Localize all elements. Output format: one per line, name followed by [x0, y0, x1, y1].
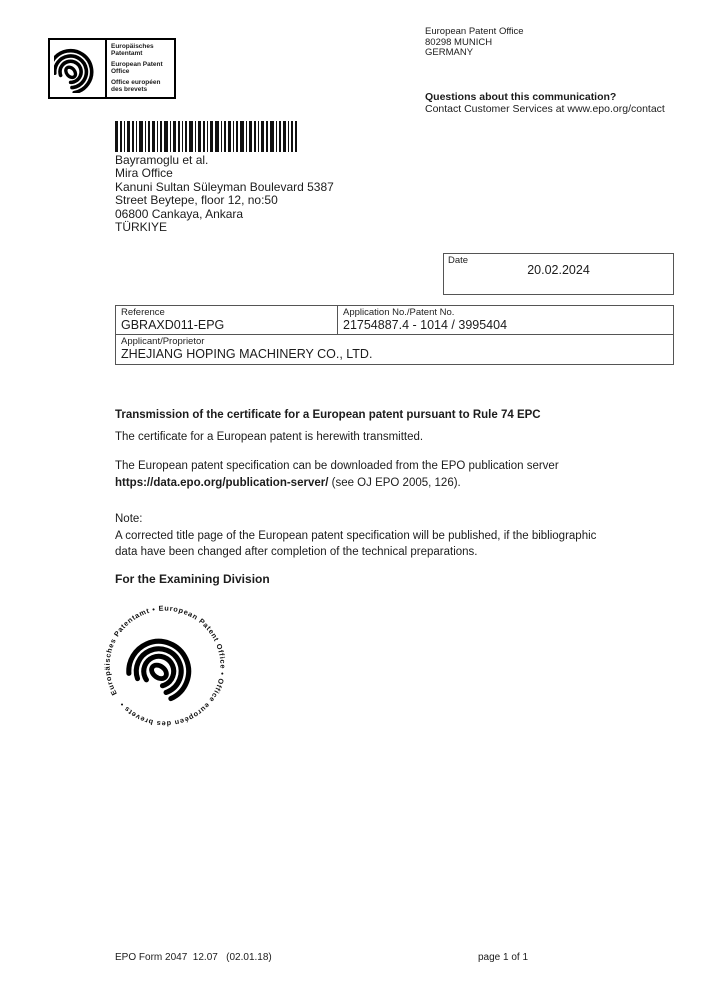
- recipient-line: Bayramoglu et al.: [115, 153, 209, 167]
- date-value: 20.02.2024: [527, 263, 590, 277]
- application-cell: [338, 306, 673, 334]
- sender-address: [425, 27, 524, 59]
- body-paragraph-1: The certificate for a European patent is herewith transmitted.: [115, 431, 424, 443]
- form-number: EPO Form 2047 12.07 (02.01.18): [115, 952, 272, 963]
- recipient-line: 06800 Cankaya, Ankara: [115, 206, 244, 221]
- epo-seal: [97, 598, 233, 734]
- note-block: [115, 511, 599, 561]
- body-paragraph-2: [115, 458, 599, 492]
- recipient-line: Street Beytepe, floor 12, no:50: [115, 193, 278, 208]
- recipient-line: Kanuni Sultan Süleyman Boulevard 5387: [115, 179, 334, 194]
- applicant-cell: [116, 335, 673, 364]
- application-label: Application No./Patent No.: [343, 307, 455, 318]
- sender-line: GERMANY: [425, 47, 474, 58]
- questions-block: [425, 92, 665, 115]
- seal-ring-text: Europäisches Patentamt • European Patent Office • Office européen des brevets •: [103, 604, 227, 728]
- logo-line-fr: Office européen des brevets: [111, 79, 161, 93]
- svg-text:Europäisches Patentamt • Europ: [104, 605, 227, 728]
- note-label: Note:: [115, 513, 143, 525]
- date-label: Date: [448, 255, 469, 266]
- reference-table: [115, 305, 674, 365]
- reference-value: GBRAXD011-EPG: [121, 318, 225, 332]
- reference-table-row1: [116, 306, 673, 335]
- logo-line-en: European Patent Office: [111, 61, 163, 75]
- paragraph-2-rest: (see OJ EPO 2005, 126).: [328, 477, 461, 489]
- barcode: [115, 121, 297, 152]
- publication-server-url: https://data.epo.org/publication-server/: [115, 477, 329, 489]
- recipient-line: Mira Office: [115, 166, 173, 181]
- note-text: A corrected title page of the European patent specification will be published, if the bibliographic data have been changed after completion of the technical preparations.: [115, 529, 597, 558]
- signature-line: For the Examining Division: [115, 572, 270, 586]
- recipient-line: TÜRKIYE: [115, 220, 168, 235]
- application-value: 21754887.4 - 1014 / 3995404: [343, 318, 508, 332]
- questions-title: Questions about this communication?: [425, 91, 617, 103]
- applicant-value: ZHEJIANG HOPING MACHINERY CO., LTD.: [121, 347, 373, 361]
- epo-logo-box: [48, 38, 176, 99]
- questions-contact: Contact Customer Services at www.epo.org/contact: [425, 102, 665, 115]
- epo-logo-icon: [50, 40, 107, 97]
- recipient-address: [115, 154, 334, 234]
- sender-line: 80298 MUNICH: [425, 36, 493, 48]
- body-heading: Transmission of the certificate for a European patent pursuant to Rule 74 EPC: [115, 409, 541, 421]
- seal-center-logo: [119, 632, 198, 711]
- epo-logo-text: [107, 40, 174, 97]
- reference-cell: [116, 306, 338, 334]
- date-box: [443, 253, 674, 295]
- applicant-label: Applicant/Proprietor: [121, 336, 205, 347]
- paragraph-2-line1: The European patent specification can be downloaded from the EPO publication server: [115, 460, 559, 472]
- page-number: page 1 of 1: [478, 952, 529, 963]
- logo-line-de: Europäisches Patentamt: [111, 43, 154, 57]
- sender-line: European Patent Office: [425, 26, 524, 37]
- reference-label: Reference: [121, 307, 165, 318]
